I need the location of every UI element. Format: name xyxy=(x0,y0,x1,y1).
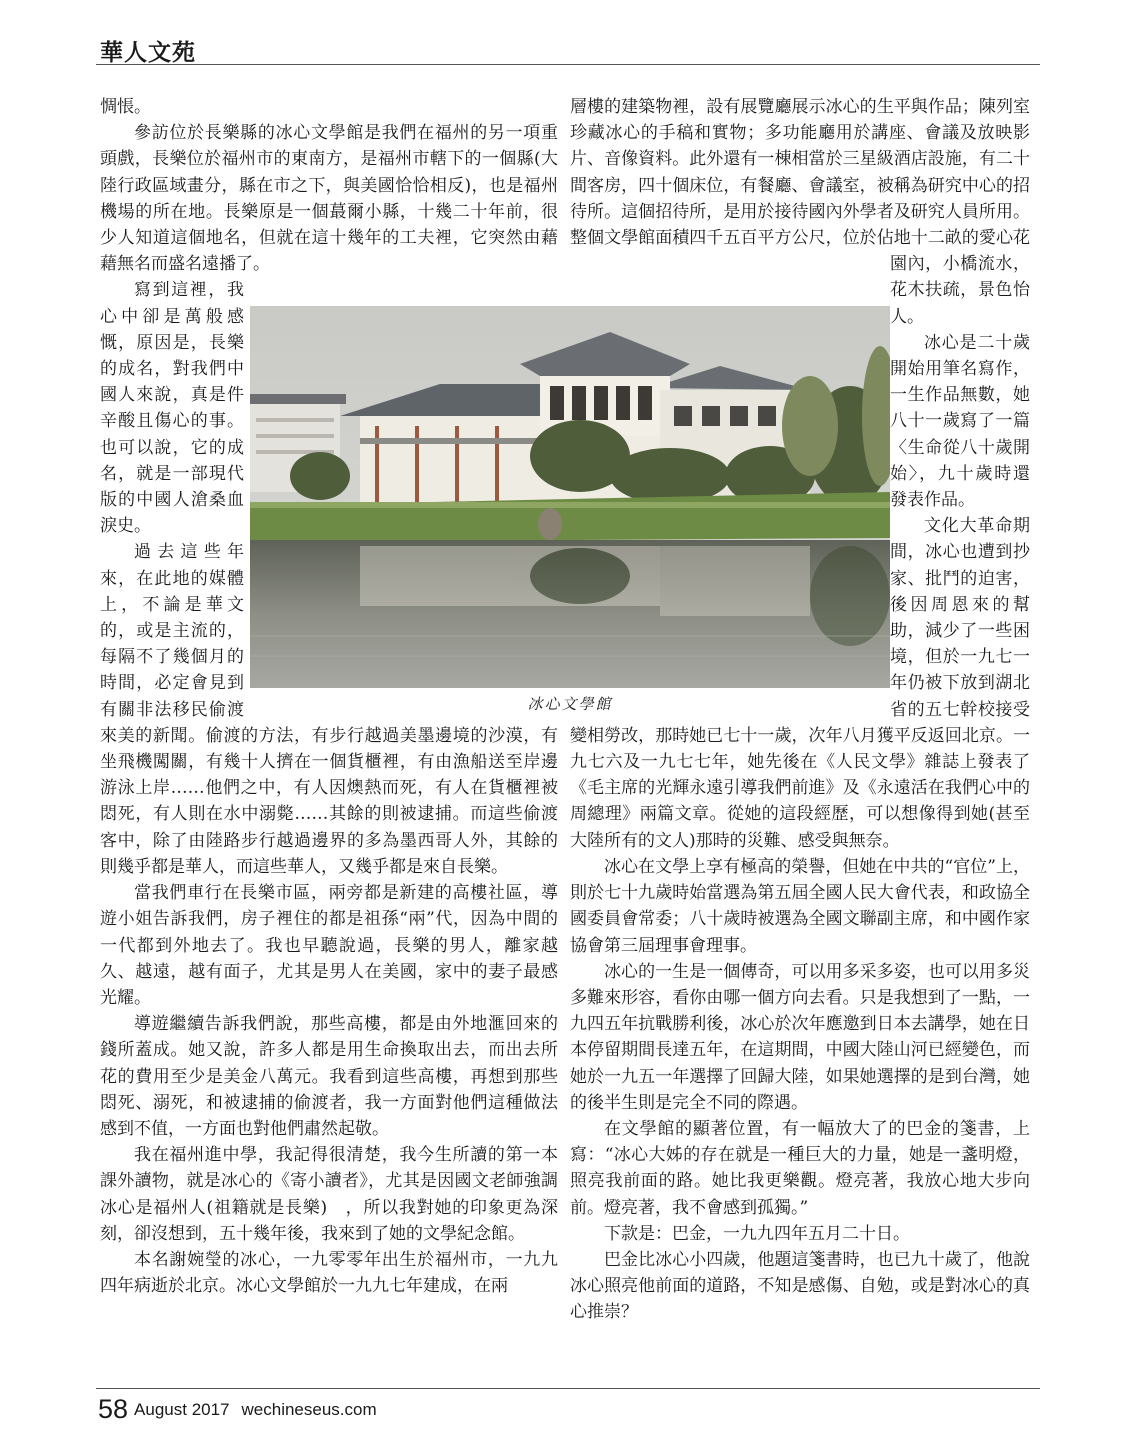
paragraph: 文化大革命期間，冰心也遭到抄家、批鬥的迫害，後因周恩來的幫助，減少了一些困境，但於一九七一年仍被下放到湖北省的五七幹校接受變相勞改，那時她已七十一歲，次年八月獲平反返回北京。一九七六及一九七七年，她先後在《人民文學》雜誌上發表了《毛主席的光輝永遠引導我們前進》及《永遠活在我們心中的周總理》兩篇文章。從她的這段經歷，可以想像得到她(甚至大陸所有的文人)那時的災難、感受與無奈。 xyxy=(570,516,1030,851)
paragraph: 巴金比冰心小四歲，他題這箋書時，也已九十歲了，他說冰心照亮他前面的道路，不知是感傷、自勉，或是對冰心的真心推崇？ xyxy=(570,1249,1030,1323)
paragraph: 導遊繼續告訴我們說，那些高樓，都是由外地滙回來的錢所蓋成。她又說，許多人都是用生命換取出去，而出去所花的費用至少是美金八萬元。我看到這些高樓，再想到那些悶死、溺死，和被逮捕的偷渡者，我一方面對他們這種做法感到不值，一方面也對他們肅然起敬。 xyxy=(100,1014,558,1139)
paragraph: 過去這些年來，在此地的媒體上，不論是華文的，或是主流的，每隔不了幾個月的時間，必定會見到有關非法移民偷渡來美的新聞。偷渡的方法，有步行越過美墨邊境的沙漠，有坐飛機闖關，有幾十人擠在一個貨櫃裡，有由漁船送至岸邊游泳上岸……他們之中，有人因燠熱而死，有人在貨櫃裡被悶死，有人則在水中溺斃……其餘的則被逮捕。而這些偷渡客中，除了由陸路步行越過邊界的多為墨西哥人外，其餘的則幾乎都是華人，而這些華人，又幾乎都是來自長樂。 xyxy=(100,542,558,877)
section-title: 華人文苑 xyxy=(100,39,196,66)
page-footer xyxy=(98,1394,377,1425)
photo-caption: 冰心文學館 xyxy=(527,695,613,713)
paragraph: 下款是：巴金，一九九四年五月二十日。 xyxy=(604,1223,910,1244)
header-divider xyxy=(96,64,1040,65)
page-number: 58 xyxy=(98,1394,129,1424)
paragraph: 層樓的建築物裡，設有展覽廳展示冰心的生平與作品；陳列室珍藏冰心的手稿和實物；多功能廳用於講座、會議及放映影片、音像資料。此外還有一棟相當於三星級酒店設施，有二十間客房，四十個床位，有餐廳、會議室，被稱為研究中心的招待所。這個招待所，是用於接待國內外學者及研究人員所用。整個文學館面積四千五百平方公尺，位於佔地十二畝的愛心花園內，小橋流水，花木扶疏，景色怡人。 xyxy=(570,97,1030,327)
paragraph: 寫到這裡，我心中卻是萬般感慨，原因是，長樂的成名，對我們中國人來說，真是件辛酸且傷心的事。也可以說，它的成名，就是一部現代版的中國人滄桑血淚史。 xyxy=(100,280,244,537)
paragraph: 冰心是二十歲開始用筆名寫作，一生作品無數，她八十一歲寫了一篇〈生命從八十歲開始〉，九十歲時還發表作品。 xyxy=(890,332,1030,511)
footer-divider xyxy=(96,1388,1040,1389)
paragraph: 當我們車行在長樂市區，兩旁都是新建的高樓社區，導遊小姐告訴我們，房子裡住的都是祖孫“兩”代，因為中間的一代都到外地去了。我也早聽說過，長樂的男人，離家越久、越遠，越有面子，尤其是男人在美國，家中的妻子最感光耀。 xyxy=(100,883,558,1008)
website-link[interactable]: wechineseus.com xyxy=(241,1400,377,1419)
library-photo xyxy=(250,306,890,688)
library-photo-illustration xyxy=(250,306,890,688)
issue-date: August 2017 xyxy=(134,1400,230,1419)
paragraph: 本名謝婉瑩的冰心，一九零零年出生於福州市，一九九四年病逝於北京。冰心文學館於一九九七年建成，在兩 xyxy=(100,1249,558,1297)
paragraph: 我在福州進中學，我記得很清楚，我今生所讀的第一本課外讀物，就是冰心的《寄小讀者》，尤其是因國文老師強調冰心是福州人(祖籍就是長樂) ，所以我對她的印象更為深刻，卻沒想到，五十幾年後，我來到了她的文學紀念館。 xyxy=(100,1145,558,1244)
paragraph: 參訪位於長樂縣的冰心文學館是我們在福州的另一項重頭戲，長樂位於福州市的東南方，是福州市轄下的一個縣(大陸行政區域畫分，縣在市之下，與美國恰恰相反)，也是福州機場的所在地。長樂原是一個蕞爾小縣，十幾二十年前，很少人知道這個地名，但就在這十幾年的工夫裡，它突然由藉藉無名而盛名遠播了。 xyxy=(100,123,558,275)
paragraph: 冰心的一生是一個傳奇，可以用多采多姿，也可以用多災多難來形容，看你由哪一個方向去看。只是我想到了一點，一九四五年抗戰勝利後，冰心於次年應邀到日本去講學，她在日本停留期間長達五年，在這期間，中國大陸山河已經變色，而她於一九五一年選擇了回歸大陸，如果她選擇的是到台灣，她的後半生則是完全不同的際遇。 xyxy=(570,961,1030,1113)
paragraph: 惆悵。 xyxy=(100,97,151,117)
paragraph: 冰心在文學上享有極高的榮譽，但她在中共的“官位”上，則於七十九歲時始當選為第五屆全國人民大會代表，和政協全國委員會常委；八十歲時被選為全國文聯副主席，和中國作家協會第三屆理事會理事。 xyxy=(570,856,1030,956)
paragraph: 在文學館的顯著位置，有一幅放大了的巴金的箋書，上寫：“冰心大姊的存在就是一種巨大的力量，她是一盞明燈，照亮我前面的路。她比我更樂觀。燈亮著，我放心地大步向前。燈亮著，我不會感到孤獨。” xyxy=(570,1118,1030,1218)
